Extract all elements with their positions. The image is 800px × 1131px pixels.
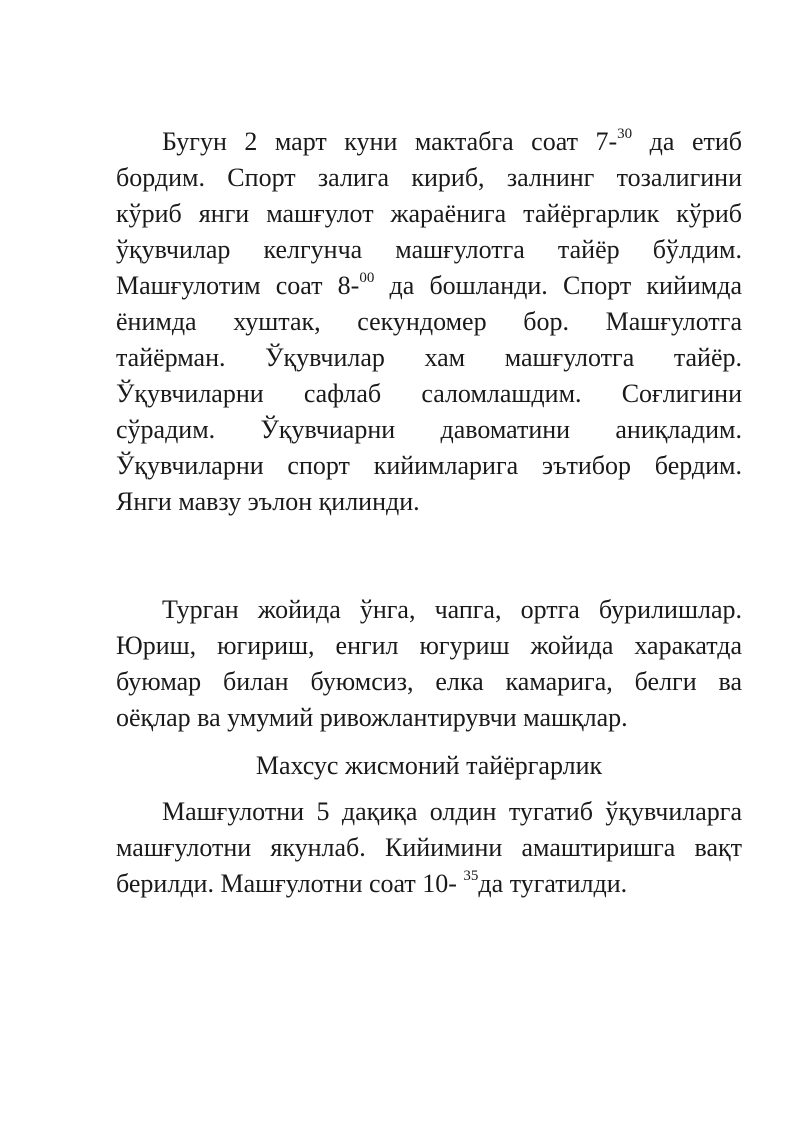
text-line: тайёрман. Ўқувчилар хам машғулотга тайёр. (116, 343, 742, 372)
text-run: да бошланди. Спорт кийимда (374, 271, 742, 300)
text-run: да тугатилди. (478, 869, 628, 898)
text-line: бордим. Спорт залига кириб, залнинг тозалигини (116, 163, 742, 192)
text-line: сўрадим. Ўқувчиарни давоматини аниқладим. (116, 415, 742, 444)
text-line (116, 268, 742, 304)
paragraph-lesson-start (116, 124, 742, 520)
text-line: ўқувчилар келгунча машғулотга тайёр бўлдим. (116, 235, 742, 264)
text-line (116, 866, 742, 902)
text-run: да етиб (632, 127, 742, 156)
text-line: Машғулотни 5 дақиқа олдин тугатиб ўқувчиларга (162, 797, 742, 826)
text-line: Ўқувчиларни сафлаб саломлашдим. Соғлигини (116, 379, 742, 408)
text-run: Машғулотим соат 8- (116, 271, 360, 300)
text-run: берилди. Машғулотни соат 10- (116, 869, 464, 898)
section-heading: Махсус жисмоний тайёргарлик (255, 751, 603, 780)
text-run: Бугун 2 март куни мактабга соат 7- (162, 127, 618, 156)
text-line: Янги мавзу эълон қилинди. (116, 487, 420, 516)
time-superscript: 30 (617, 126, 633, 143)
text-line: Турган жойида ўнга, чапга, ортга бурилишлар. (162, 595, 742, 624)
document-page (116, 124, 742, 902)
paragraph-lesson-end (116, 794, 742, 902)
text-line: машғулотни якунлаб. Кийимини амаштиришга вақт (116, 833, 742, 862)
paragraph-exercises (116, 592, 742, 736)
text-line: оёқлар ва умумий ривожлантирувчи машқлар. (116, 703, 628, 732)
text-line (116, 124, 742, 160)
paragraph-spacer (116, 520, 742, 592)
text-line: Ўқувчиларни спорт кийимларига эътибор бердим. (116, 451, 742, 480)
text-line: Юриш, югириш, енгил югуриш жойида харакатда (116, 631, 742, 660)
text-line: буюмар билан буюмсиз, елка камарига, белги ва (116, 667, 742, 696)
time-superscript: 35 (463, 868, 479, 885)
text-line: ёнимда хуштак, секундомер бор. Машғулотга (116, 307, 742, 336)
time-superscript: 00 (359, 270, 375, 287)
text-line: кўриб янги машғулот жараёнига тайёргарлик кўриб (116, 199, 742, 228)
